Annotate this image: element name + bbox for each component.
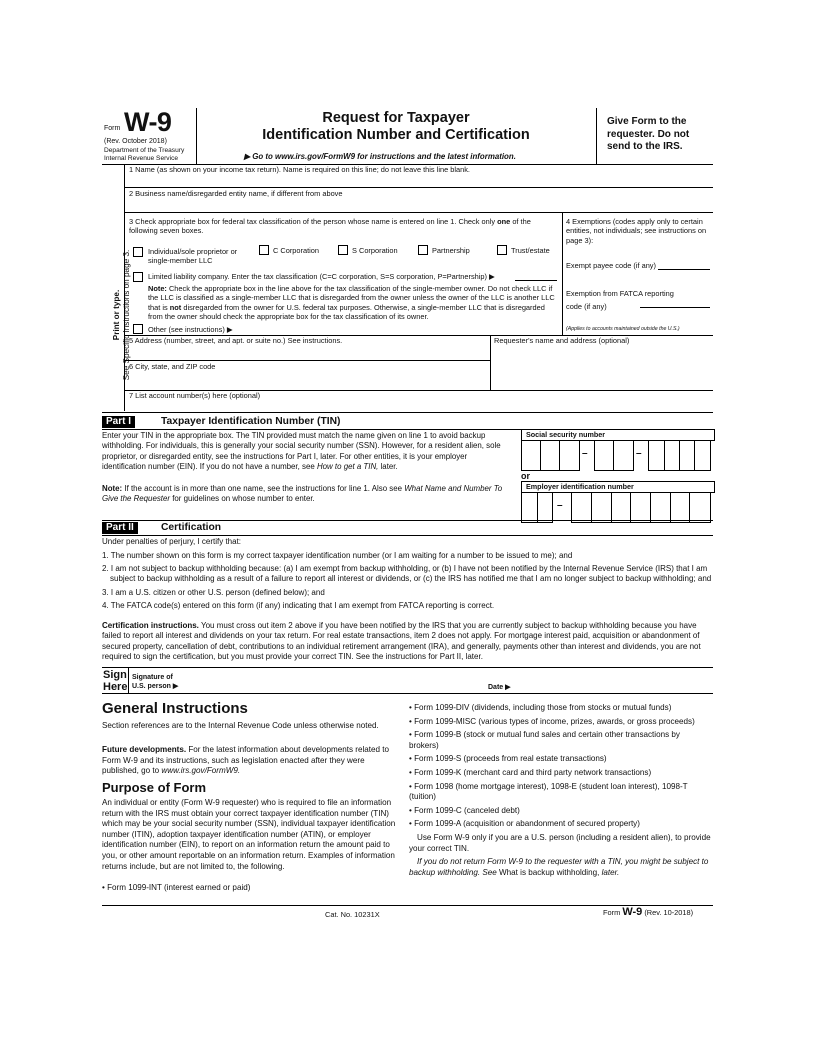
- bullet-item: • Form 1099-C (canceled debt): [409, 805, 520, 815]
- bullet-item: • Form 1099-MISC (various types of income, prizes, awards, or gross proceeds): [409, 716, 695, 726]
- ein-group-2[interactable]: [571, 492, 711, 523]
- catalog-number: Cat. No. 10231X: [325, 910, 380, 919]
- form-revision: (Rev. October 2018): [104, 138, 167, 145]
- signature-label: Signature of U.S. person ▶: [132, 674, 179, 690]
- bullet-item: • Form 1099-S (proceeds from real estate transactions): [409, 754, 607, 764]
- part2-title: Certification: [161, 522, 222, 533]
- date-field[interactable]: [515, 670, 710, 692]
- signature-field[interactable]: [196, 670, 481, 692]
- ssn-group-2[interactable]: [594, 440, 634, 471]
- general-instructions-heading: General Instructions: [102, 700, 248, 717]
- checkbox-partnership[interactable]: [418, 245, 428, 255]
- bullet-1099-int: • Form 1099-INT (interest earned or paid): [102, 883, 251, 892]
- checkbox-other[interactable]: [133, 324, 143, 334]
- ssn-label: Social security number: [521, 429, 715, 441]
- checkbox-c-corporation[interactable]: [259, 245, 269, 255]
- label-llc: Limited liability company. Enter the tax classification (C=C corporation, S=S corporation, P=Partnership) ▶: [148, 272, 495, 281]
- checkbox-trust-estate[interactable]: [497, 245, 507, 255]
- requester-field[interactable]: [492, 346, 712, 389]
- purpose-heading: Purpose of Form: [102, 780, 207, 795]
- give-form-note: Give Form to the requester. Do not send to the IRS.: [607, 116, 690, 152]
- part2-label: Part II: [102, 522, 138, 534]
- label-individual: Individual/sole proprietor or single-member LLC: [148, 247, 238, 266]
- sign-here: Sign Here: [103, 669, 128, 693]
- purpose-text: An individual or entity (Form W-9 requester) who is required to file an information return with the IRS must obtain your correct taxpayer identification number (TIN) which may be your social security number (SSN), individual taxpayer identification number (ITIN), adoption taxpayer identification number (ATIN), or employer identification number (EIN), to report on an information return the amount paid to you, or other amount reportable on an information return. Examples of information returns include, but are not limited to, the following.: [102, 798, 396, 871]
- backup-withholding-note: If you do not return Form W-9 to the requester with a TIN, you might be subject to backup withholding. See What is backup withholding, later.: [409, 857, 709, 877]
- ssn-group-1[interactable]: [521, 440, 580, 471]
- part1-label: Part I: [102, 416, 135, 428]
- use-w9-text: Use Form W-9 only if you are a U.S. person (including a resident alien), to provide your correct TIN.: [409, 832, 711, 853]
- ein-dash: –: [557, 500, 563, 511]
- right-bullets: [409, 703, 711, 878]
- cert-item-2: 2. I am not subject to backup withholding because: (a) I am exempt from backup withholding, or (b) I have not been notified by the Internal Revenue Service (IRS) that I am subject to backup withholding as a result of a failure to report all interest or dividends, or (c) the IRS has notified me that I am no longer subject to backup withholding; and: [102, 564, 712, 584]
- print-or-type: Print or type.: [112, 289, 121, 341]
- line2-business-name-field[interactable]: [126, 199, 712, 211]
- future-developments: Future developments. For the latest information about developments related to Form W-9 and its instructions, such as legislation enacted after they were published, go to www.irs.gov/FormW9.: [102, 745, 390, 776]
- exempt-payee-label: Exempt payee code (if any): [566, 261, 656, 270]
- label-s-corporation: S Corporation: [352, 246, 398, 255]
- or-label: or: [521, 471, 530, 481]
- form-department: Department of the Treasury: [104, 147, 185, 154]
- ssn-group-3[interactable]: [648, 440, 711, 471]
- form-word: Form: [104, 125, 121, 132]
- footer-form-id: Form W-9 (Rev. 10-2018): [603, 906, 694, 918]
- requester-label: Requester's name and address (optional): [494, 336, 630, 345]
- ssn-dash-2: –: [636, 448, 642, 459]
- line5-label: 5 Address (number, street, and apt. or suite no.) See instructions.: [129, 336, 343, 345]
- bullet-item: • Form 1099-A (acquisition or abandonment of secured property): [409, 819, 640, 829]
- part1-note: Note: If the account is in more than one name, see the instructions for line 1. Also see What Name and Number To Give the Requester for guidelines on whose number to enter.: [102, 484, 503, 504]
- form-irs: Internal Revenue Service: [104, 155, 179, 162]
- label-partnership: Partnership: [432, 246, 470, 255]
- exemptions-title: 4 Exemptions (codes apply only to certain entities, not individuals; see instructions on page 3):: [566, 217, 707, 245]
- line2-label: 2 Business name/disregarded entity name, if different from above: [129, 189, 343, 198]
- perjury-statement: Under penalties of perjury, I certify that:: [102, 537, 242, 546]
- other-field[interactable]: [245, 324, 558, 333]
- ssn-dash-1: –: [582, 448, 588, 459]
- form-id-block: [104, 108, 194, 163]
- line3-intro: 3 Check appropriate box for federal tax classification of the person whose name is entered on line 1. Check only one of the following seven boxes.: [129, 217, 531, 236]
- bullet-item: • Form 1099-B (stock or mutual fund sales and certain other transactions by brokers): [409, 730, 680, 750]
- line1-name-field[interactable]: [126, 175, 712, 187]
- checkbox-llc[interactable]: [133, 272, 143, 282]
- llc-classification-field[interactable]: [515, 271, 557, 281]
- part1-title: Taxpayer Identification Number (TIN): [161, 416, 341, 427]
- cert-item-1: 1. The number shown on this form is my correct taxpayer identification number (or I am waiting for a number to be issued to me); and: [102, 551, 573, 560]
- line1-label: 1 Name (as shown on your income tax return). Name is required on this line; do not leave this line blank.: [129, 165, 470, 174]
- cert-item-4: 4. The FATCA code(s) entered on this form (if any) indicating that I am exempt from FATCA reporting is correct.: [102, 600, 495, 610]
- label-other: Other (see instructions) ▶: [148, 325, 233, 334]
- form-title-line1: Request for Taxpayer: [322, 110, 470, 126]
- goto-instructions: ▶ Go to www.irs.gov/FormW9 for instructions and the latest information.: [244, 152, 516, 161]
- date-label: Date ▶: [488, 684, 511, 691]
- ein-label: Employer identification number: [521, 481, 715, 493]
- llc-note: Note: Check the appropriate box in the line above for the tax classification of the single-member owner. Do not check LLC if the LLC is classified as a single-member LLC that is disregarded from the owner unless the owner of the LLC is another LLC that is not disregarded from the owner for U.S. federal tax purposes. Otherwise, a single-member LLC that is disregarded from the owner should check the appropriate box for the tax classification of its owner.: [148, 284, 555, 321]
- general-intro: Section references are to the Internal Revenue Code unless otherwise noted.: [102, 721, 379, 730]
- cert-item-3: 3. I am a U.S. citizen or other U.S. person (defined below); and: [102, 587, 325, 597]
- fatca-field[interactable]: [640, 298, 710, 308]
- line6-city-field[interactable]: [126, 372, 488, 388]
- ein-group-1[interactable]: [521, 492, 553, 523]
- line5-address-field[interactable]: [126, 346, 488, 358]
- cert-instructions: Certification instructions. You must cross out item 2 above if you have been notified by the IRS that you are currently subject to backup withholding because you have failed to report all interest and dividends on your tax return. For real estate transactions, item 2 does not apply. For mortgage interest paid, acquisition or abandonment of secured property, cancellation of debt, contributions to an individual retirement arrangement (IRA), and generally, payments other than interest and dividends, you are not required to sign the certification, but you must provide your correct TIN. See the instructions for Part II, later.: [102, 621, 701, 661]
- line7-label: 7 List account number(s) here (optional): [129, 391, 261, 400]
- bullet-item: • Form 1098 (home mortgage interest), 1098-E (student loan interest), 1098-T (tuition): [409, 781, 688, 802]
- line6-label: 6 City, state, and ZIP code: [129, 362, 216, 371]
- checkbox-individual[interactable]: [133, 247, 143, 257]
- checkbox-s-corporation[interactable]: [338, 245, 348, 255]
- line7-account-field[interactable]: [126, 400, 712, 410]
- label-trust-estate: Trust/estate: [511, 246, 550, 255]
- form-title-line2: Identification Number and Certification: [262, 127, 530, 143]
- form-number: W-9: [124, 107, 172, 137]
- fatca-label: Exemption from FATCA reporting code (if any): [566, 289, 674, 311]
- label-c-corporation: C Corporation: [273, 246, 320, 255]
- exempt-payee-field[interactable]: [658, 260, 710, 270]
- bullet-item: • Form 1099-K (merchant card and third party network transactions): [409, 767, 652, 777]
- part1-body: Enter your TIN in the appropriate box. The TIN provided must match the name given on line 1 to avoid backup withholding. For individuals, this is generally your social security number (SSN). However, for a resident alien, sole proprietor, or disregarded entity, see the instructions for Part I, later. For other entities, it is your employer identification number (EIN). If you do not have a number, see How to get a TIN, later.: [102, 431, 501, 472]
- bullet-item: • Form 1099-DIV (dividends, including those from stocks or mutual funds): [409, 703, 672, 712]
- cert-items: [102, 551, 712, 614]
- see-instructions: See Specific Instructions on page 3.: [122, 249, 131, 381]
- fatca-applies-note: (Applies to accounts maintained outside the U.S.): [566, 326, 680, 332]
